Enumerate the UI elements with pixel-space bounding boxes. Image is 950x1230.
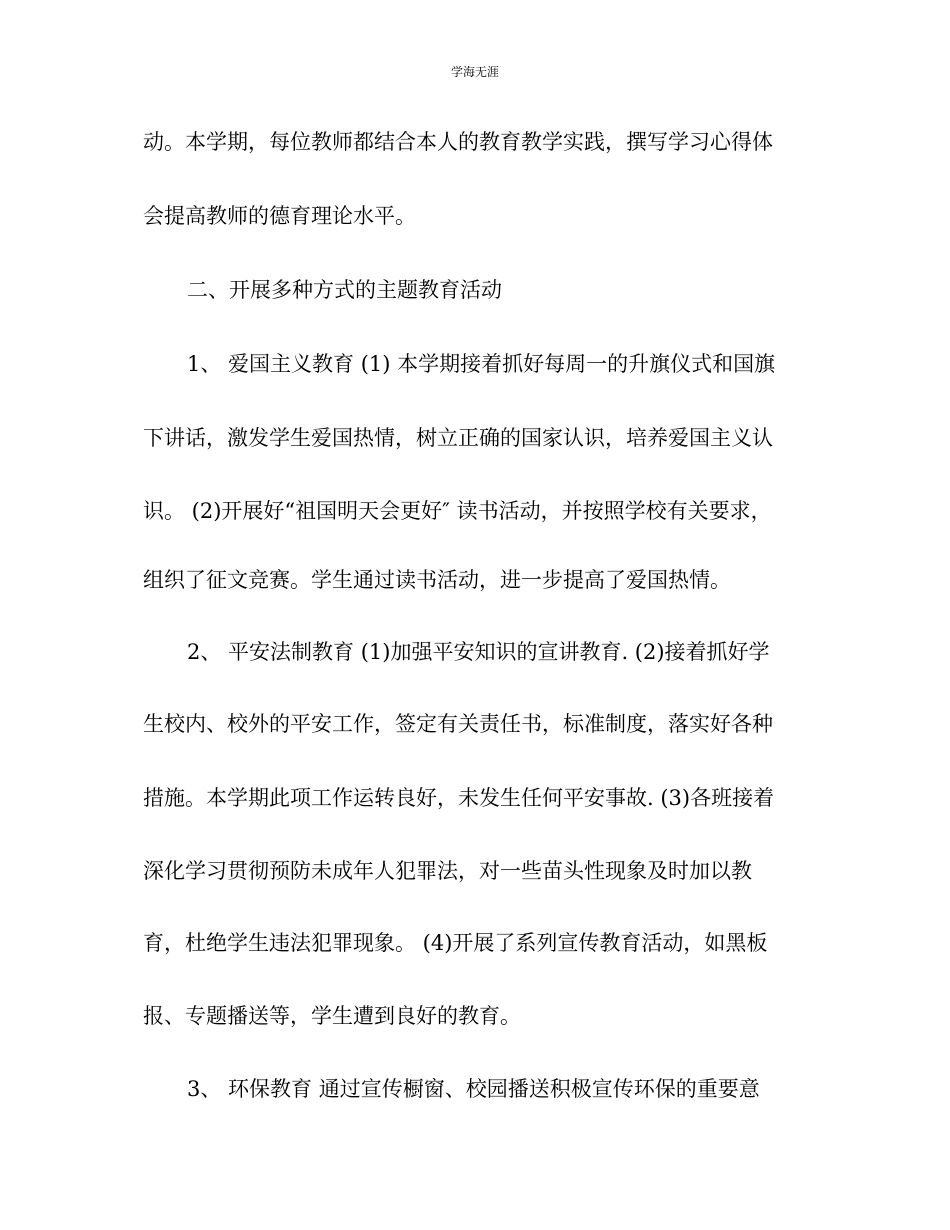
- page-header: 学海无涯: [450, 65, 499, 79]
- body-line: 3、 环保教育 通过宣传橱窗、校园播送积极宣传环保的重要意: [187, 1077, 760, 1101]
- body-line: 深化学习贯彻预防未成年人犯罪法，对一些苗头性现象及时加以教: [143, 859, 752, 883]
- body-line: 措施。本学期此项工作运转良好，未发生任何平安事故. (3)各班接着: [143, 786, 775, 810]
- body-line: 报、专题播送等，学生遭到良好的教育。: [143, 1004, 521, 1028]
- body-line: 识。 (2)开展好“祖国明天会更好″ 读书活动，并按照学校有关要求，: [143, 499, 772, 523]
- body-line: 生校内、校外的平安工作，签定有关责任书，标准制度，落实好各种: [143, 712, 773, 736]
- body-line: 组织了征文竞赛。学生通过读书活动，进一步提高了爱国热情。: [143, 568, 731, 592]
- body-line: 动。本学期，每位教师都结合本人的教育教学实践，撰写学习心得体: [143, 130, 773, 154]
- body-line: 下讲话，激发学生爱国热情，树立正确的国家认识，培养爱国主义认: [143, 426, 773, 450]
- body-line: 会提高教师的德育理论水平。: [143, 204, 416, 228]
- section-heading: 二、开展多种方式的主题教育活动: [187, 278, 502, 302]
- body-line: 2、 平安法制教育 (1)加强平安知识的宣讲教育. (2)接着抓好学: [187, 640, 770, 664]
- body-line: 育，杜绝学生违法犯罪现象。 (4)开展了系列宣传教育活动，如黑板: [143, 931, 768, 955]
- body-line: 1、 爱国主义教育 (1) 本学期接着抓好每周一的升旗仪式和国旗: [187, 352, 776, 376]
